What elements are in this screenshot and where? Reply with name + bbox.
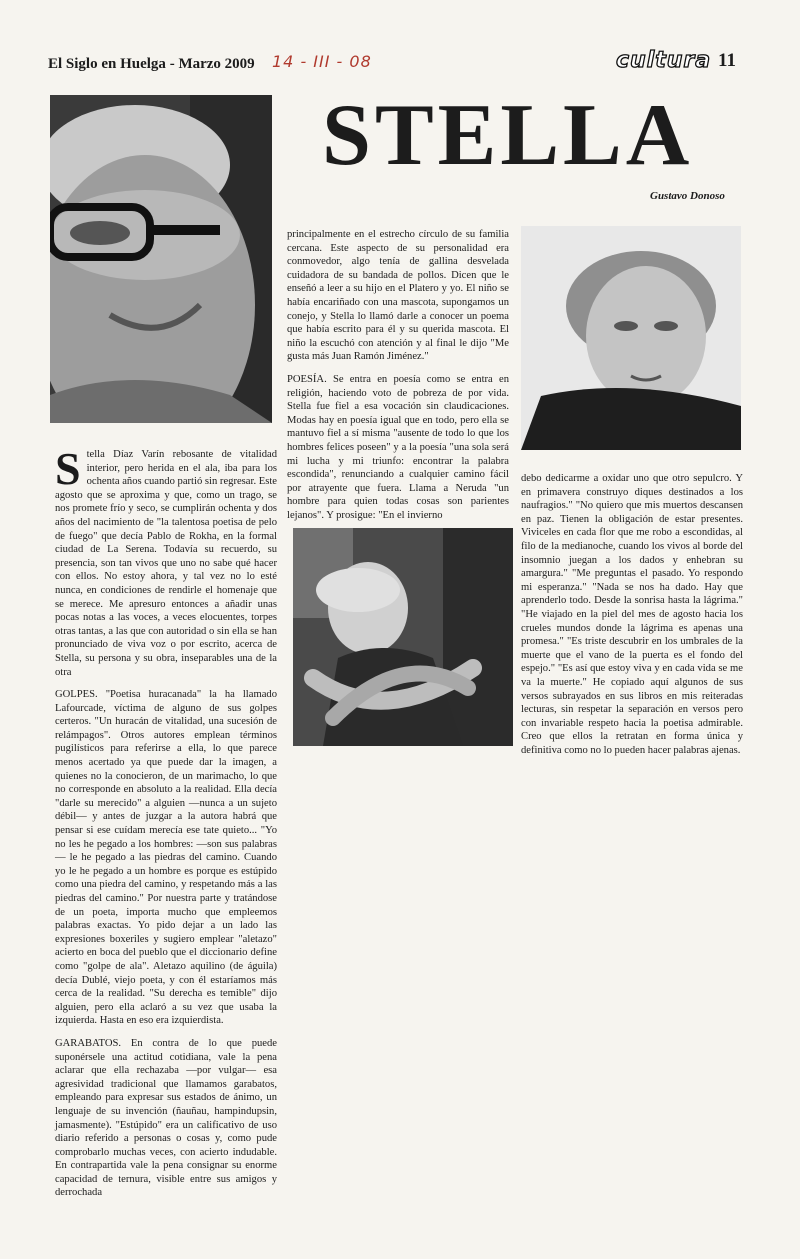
golpes-paragraph: GOLPES. "Poetisa huracanada" la ha llamado Lafourcade, víctima de alguno de sus golpes certeros. "Un huracán de vitalidad, una sucesión de relámpagos". Otros autores emplean términos pugilísticos para referirse a ella, lo que parece menos acertado ya que puede dar la imagen, a quienes no la conocieron, de un marimacho, lo que no corresponde en absoluto a la realidad. Ella decía "darle su merecido" a alguien —nunca a un sujeto débil— y antes de juzgar a la autora habrá que pensar si ese cuídam merecía ese tate quieto... "Yo no les he pegado a los hombres: —son sus palabras— le he pegado a las piedras del camino. Cuando yo le he pegado a un hombre es porque es estúpido como una piedra del camino, y respetando más a las piedras del camino." Por nuestra parte y tratándose de un poeta, importa mucho que empleemos palabras exactas. Yo pido dejar a un lado las expresiones boxeriles y sugiero emplear "aletazo" acierto en boca del pueblo que el diccionario define como "golpe de ala". Aletazo aquilino (de águila) decía Dublé, viejo poeta, y con él estaríamos más cerca de la realidad. "Su derecha es temible" dijo alguien, pero ella aclaró a su vez que usaba la izquierda. Hasta en eso era izquierdista. [55, 689, 277, 1027]
poesia-paragraph: POESÍA. Se entra en poesía como se entra en religión, haciendo voto de pobreza de por vida. Stella fue fiel a esa vocación sin claudicaciones. Modas hay en poesía igual que en todo, pero ella se mantuvo fiel a sí misma "ausente de todo lo que los hombres felices poseen" y a la poesía "una sola será mi lucha y mi triunfo: encontrar la palabra escondida", renunciando a cualquier camino fácil por atrayente que fuera. Llama a Neruda "un hombre para quien todas cosas son parientes lejanos". Y prosigue: "En el invierno [287, 373, 509, 521]
portrait-photo-closeup [50, 95, 272, 423]
intro-paragraph [55, 443, 277, 679]
page-number: 11 [718, 50, 736, 71]
article-column-1 [55, 443, 277, 1209]
intro-text: tella Díaz Varín rebosante de vitalidad interior, pero herida en el ala, iba para los ochenta años cuando partió sin regresar. Este agosto que se aproxima y que, como un trago, se nos promete frío y seco, se cumplirán ochenta y dos años del nacimiento de "la talentosa poetisa de pelo de fuego" que decía Pablo de Rokha, en la formal ciudad de La Serena. Todavía su recuerdo, su presencia, son tan vivos que uno no sabe qué hacer con ellos. No estoy ahora, y tal vez no lo esté nunca, en condiciones de rendirle el homenaje que se merece. Me apresuro entonces a añadir unas pocas notas a las voces, a veces elocuentes, torpes otras tantas, a las que con autoridad o sin ella se han pronunciado de viva voz o por escrito, acerca de Stella, su persona y su obra, inseparables una de la otra [55, 449, 277, 678]
section-logo: cultura [616, 48, 712, 73]
garabatos-paragraph: GARABATOS. En contra de lo que puede suponérsele una actitud cotidiana, vale la pena aclarar que ella rechazaba —por vulgar— esa agresividad tradicional que llamamos garabatos, empleando para expresar sus estados de ánimo, un lenguaje de su invención (ñauñau, hampindupsin, jamasmente). "Estúpido" era un calificativo de uso diario referido a personas o cosas y, como pude comprobarlo muchas veces, con acierto indudable. En contrapartida vale la pena consignar su enorme capacidad de ternura, visible entre sus amigos y derrochada [55, 1037, 277, 1199]
portrait-photo-arms-crossed [293, 528, 513, 746]
issue-date: Marzo 2009 [178, 56, 255, 72]
author-byline: Gustavo Donoso [650, 190, 725, 202]
publication-name: El Siglo en Huelga [48, 56, 166, 72]
article-column-2 [287, 228, 509, 531]
article-column-3 [521, 472, 743, 766]
portrait-photo-hand-chin [521, 226, 741, 450]
header-separator: - [169, 56, 175, 72]
handwritten-date-note: 14 - III - 08 [272, 52, 372, 71]
article-title: STELLA [322, 87, 694, 184]
drop-cap: S [55, 443, 81, 494]
verses-paragraph: debo dedicarme a oxidar uno que otro sepulcro. Y en primavera construyo diques destinados a los naufragios." "No quiero que mis muertos descansen en paz. Tienen la obligación de estar presentes. Viviceles en cada flor que me robo a escondidas, al filo de la medianoche, cuando los vivos al borde del insomnio juegan a los dados y enhebran su amargura." "Me preguntas el pasado. Yo respondo mi esperanza." "Nada se nos ha dado. Hay que aprenderlo todo. Desde la sonrisa hasta la lágrima." "He viajado en la piel del mes de agosto hacia los crueles mundos donde la lágrima es apenas una promesa." "Es triste descubrir en los umbrales de la muerte que el vano de la puerta es el fondo del espejo." "Es así que estoy viva y en cada vida se me va la muerte." He copiado aquí algunos de sus versos subrayados en sus libros en mis reiteradas lecturas, sin respetar la separación en versos pero con invariable respeto hacia la poetisa admirable. Creo que ellos la retratan en forma única y definitiva como no lo pueden hacer palabras ajenas. [521, 473, 743, 756]
masthead [48, 56, 255, 73]
family-paragraph: principalmente en el estrecho círculo de su familia cercana. Este aspecto de su personalidad era conmovedor, algo tenía de gallina desvelada cuidadora de su bandada de pollos. Dicen que le enseñó a leer a su hijo en el Platero y yo. El niño se había encariñado con una mascota, supongamos un conejo, y Stella lo llamó darle a conocer un poema que había escrito para él y su querida mascota. El niño la escuchó con atención y al final le dijo "Me gusta más Juan Ramón Jiménez." [287, 229, 509, 363]
